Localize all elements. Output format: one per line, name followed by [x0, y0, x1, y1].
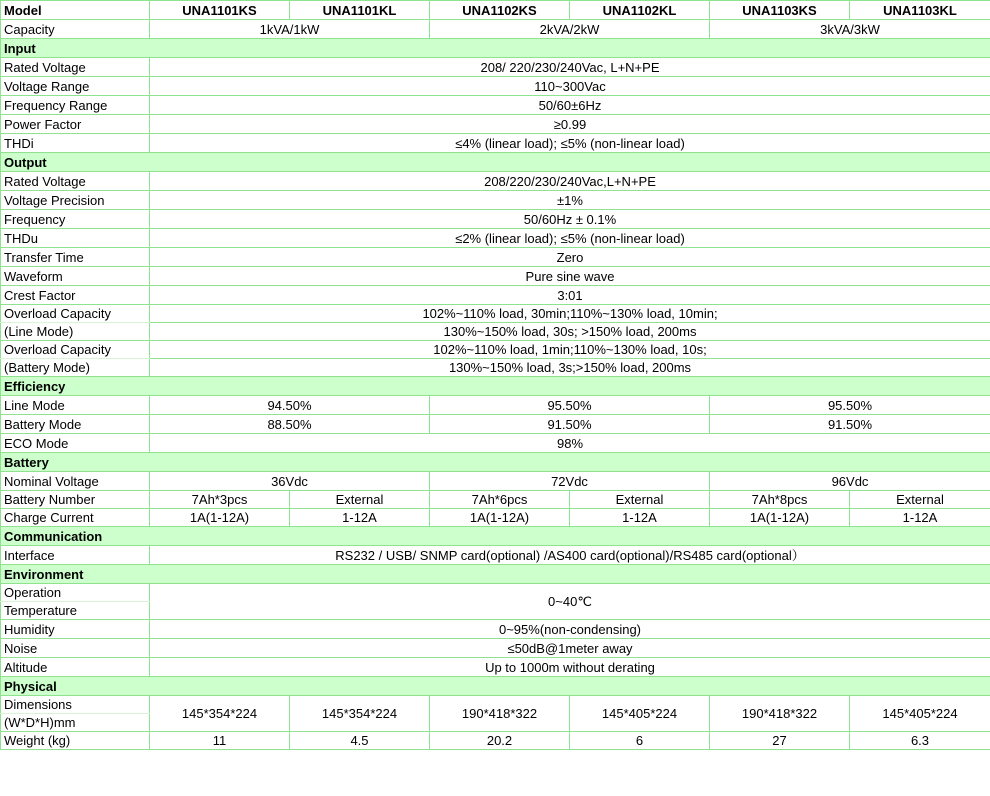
table-row	[1, 491, 990, 509]
row-value: 6.3	[850, 732, 990, 750]
row-label: (W*D*H)mm	[1, 714, 150, 732]
row-value: 130%~150% load, 3s;>150% load, 200ms	[150, 359, 990, 377]
table-row	[1, 323, 990, 341]
model-name: UNA1102KL	[570, 1, 710, 20]
row-value: 98%	[150, 434, 990, 453]
row-label: Rated Voltage	[1, 58, 150, 77]
row-value: 1-12A	[850, 509, 990, 527]
row-value: 96Vdc	[710, 472, 990, 491]
row-label: Power Factor	[1, 115, 150, 134]
row-label: Transfer Time	[1, 248, 150, 267]
table-row	[1, 210, 990, 229]
row-value: 6	[570, 732, 710, 750]
row-label: Crest Factor	[1, 286, 150, 305]
row-value: 3kVA/3kW	[710, 20, 990, 39]
section-title: Battery	[1, 453, 990, 472]
row-value: 7Ah*6pcs	[430, 491, 570, 509]
table-row	[1, 77, 990, 96]
row-value: 1kVA/1kW	[150, 20, 430, 39]
table-row	[1, 286, 990, 305]
row-value: ≤50dB@1meter away	[150, 639, 990, 658]
row-label: Rated Voltage	[1, 172, 150, 191]
row-value: Zero	[150, 248, 990, 267]
table-row	[1, 639, 990, 658]
row-label: Humidity	[1, 620, 150, 639]
row-value: 3:01	[150, 286, 990, 305]
row-label: THDu	[1, 229, 150, 248]
row-value: 50/60Hz ± 0.1%	[150, 210, 990, 229]
section-header-output	[1, 153, 990, 172]
row-value: External	[850, 491, 990, 509]
section-title: Output	[1, 153, 990, 172]
table-row	[1, 134, 990, 153]
row-value: 95.50%	[710, 396, 990, 415]
row-value: 190*418*322	[710, 696, 850, 732]
row-value: 110~300Vac	[150, 77, 990, 96]
model-name: UNA1103KL	[850, 1, 990, 20]
row-value: ≤2% (linear load); ≤5% (non-linear load)	[150, 229, 990, 248]
section-header-input	[1, 39, 990, 58]
row-label: Frequency Range	[1, 96, 150, 115]
section-header-battery	[1, 453, 990, 472]
section-title: Efficiency	[1, 377, 990, 396]
section-title: Input	[1, 39, 990, 58]
table-row	[1, 696, 990, 714]
row-value: 145*354*224	[290, 696, 430, 732]
table-row	[1, 434, 990, 453]
row-value: ±1%	[150, 191, 990, 210]
section-header-environment	[1, 565, 990, 584]
row-value: 91.50%	[430, 415, 710, 434]
row-value: 208/220/230/240Vac,L+N+PE	[150, 172, 990, 191]
row-value: 102%~110% load, 1min;110%~130% load, 10s;	[150, 341, 990, 359]
section-title: Communication	[1, 527, 990, 546]
row-value: ≥0.99	[150, 115, 990, 134]
row-value: 1A(1-12A)	[430, 509, 570, 527]
row-label: Temperature	[1, 602, 150, 620]
row-value: 145*354*224	[150, 696, 290, 732]
section-header-communication	[1, 527, 990, 546]
row-value: 72Vdc	[430, 472, 710, 491]
row-value: 27	[710, 732, 850, 750]
row-value: 145*405*224	[850, 696, 990, 732]
row-value: 94.50%	[150, 396, 430, 415]
row-label: (Line Mode)	[1, 323, 150, 341]
row-value: RS232 / USB/ SNMP card(optional) /AS400 card(optional)/RS485 card(optional）	[150, 546, 990, 565]
row-label: Battery Number	[1, 491, 150, 509]
row-label: Dimensions	[1, 696, 150, 714]
row-label: Weight (kg)	[1, 732, 150, 750]
table-row	[1, 96, 990, 115]
table-row	[1, 509, 990, 527]
row-label: Overload Capacity	[1, 341, 150, 359]
table-row	[1, 305, 990, 323]
row-value: 1A(1-12A)	[150, 509, 290, 527]
row-value: External	[290, 491, 430, 509]
row-value: 4.5	[290, 732, 430, 750]
section-header-efficiency	[1, 377, 990, 396]
row-label: Nominal Voltage	[1, 472, 150, 491]
row-value: 88.50%	[150, 415, 430, 434]
row-value: External	[570, 491, 710, 509]
header-row	[1, 1, 990, 20]
row-value: 0~40℃	[150, 584, 990, 620]
table-row	[1, 658, 990, 677]
table-row	[1, 546, 990, 565]
table-row	[1, 248, 990, 267]
row-label: THDi	[1, 134, 150, 153]
row-label: Waveform	[1, 267, 150, 286]
row-value: 1A(1-12A)	[710, 509, 850, 527]
row-value: Pure sine wave	[150, 267, 990, 286]
row-value: 2kVA/2kW	[430, 20, 710, 39]
table-row	[1, 172, 990, 191]
row-value: 190*418*322	[430, 696, 570, 732]
row-label: Charge Current	[1, 509, 150, 527]
row-label: Interface	[1, 546, 150, 565]
model-name: UNA1101KL	[290, 1, 430, 20]
row-value: 1-12A	[290, 509, 430, 527]
row-value: 36Vdc	[150, 472, 430, 491]
model-name: UNA1102KS	[430, 1, 570, 20]
table-row	[1, 58, 990, 77]
capacity-row	[1, 20, 990, 39]
row-value: 7Ah*3pcs	[150, 491, 290, 509]
table-row	[1, 620, 990, 639]
table-row	[1, 415, 990, 434]
model-label: Model	[1, 1, 150, 20]
row-value: 11	[150, 732, 290, 750]
row-value: 0~95%(non-condensing)	[150, 620, 990, 639]
table-row	[1, 396, 990, 415]
table-row	[1, 359, 990, 377]
table-row	[1, 341, 990, 359]
section-title: Environment	[1, 565, 990, 584]
row-label: Overload Capacity	[1, 305, 150, 323]
table-row	[1, 191, 990, 210]
table-row	[1, 472, 990, 491]
row-label: ECO Mode	[1, 434, 150, 453]
table-row	[1, 229, 990, 248]
row-label: Battery Mode	[1, 415, 150, 434]
model-name: UNA1103KS	[710, 1, 850, 20]
row-value: 7Ah*8pcs	[710, 491, 850, 509]
row-value: Up to 1000m without derating	[150, 658, 990, 677]
table-row	[1, 732, 990, 750]
row-label: Frequency	[1, 210, 150, 229]
row-value: 20.2	[430, 732, 570, 750]
row-label: Operation	[1, 584, 150, 602]
row-value: 208/ 220/230/240Vac, L+N+PE	[150, 58, 990, 77]
row-value: 91.50%	[710, 415, 990, 434]
row-label: Altitude	[1, 658, 150, 677]
table-row	[1, 115, 990, 134]
row-value: 130%~150% load, 30s; >150% load, 200ms	[150, 323, 990, 341]
row-value: 1-12A	[570, 509, 710, 527]
row-value: 50/60±6Hz	[150, 96, 990, 115]
row-label: Voltage Range	[1, 77, 150, 96]
row-label: Voltage Precision	[1, 191, 150, 210]
row-label: Noise	[1, 639, 150, 658]
section-header-physical	[1, 677, 990, 696]
model-name: UNA1101KS	[150, 1, 290, 20]
row-value: ≤4% (linear load); ≤5% (non-linear load)	[150, 134, 990, 153]
row-value: 95.50%	[430, 396, 710, 415]
table-row	[1, 584, 990, 602]
row-label: Line Mode	[1, 396, 150, 415]
row-label: (Battery Mode)	[1, 359, 150, 377]
section-title: Physical	[1, 677, 990, 696]
row-value: 145*405*224	[570, 696, 710, 732]
table-row	[1, 267, 990, 286]
row-value: 102%~110% load, 30min;110%~130% load, 10min;	[150, 305, 990, 323]
row-label: Capacity	[1, 20, 150, 39]
